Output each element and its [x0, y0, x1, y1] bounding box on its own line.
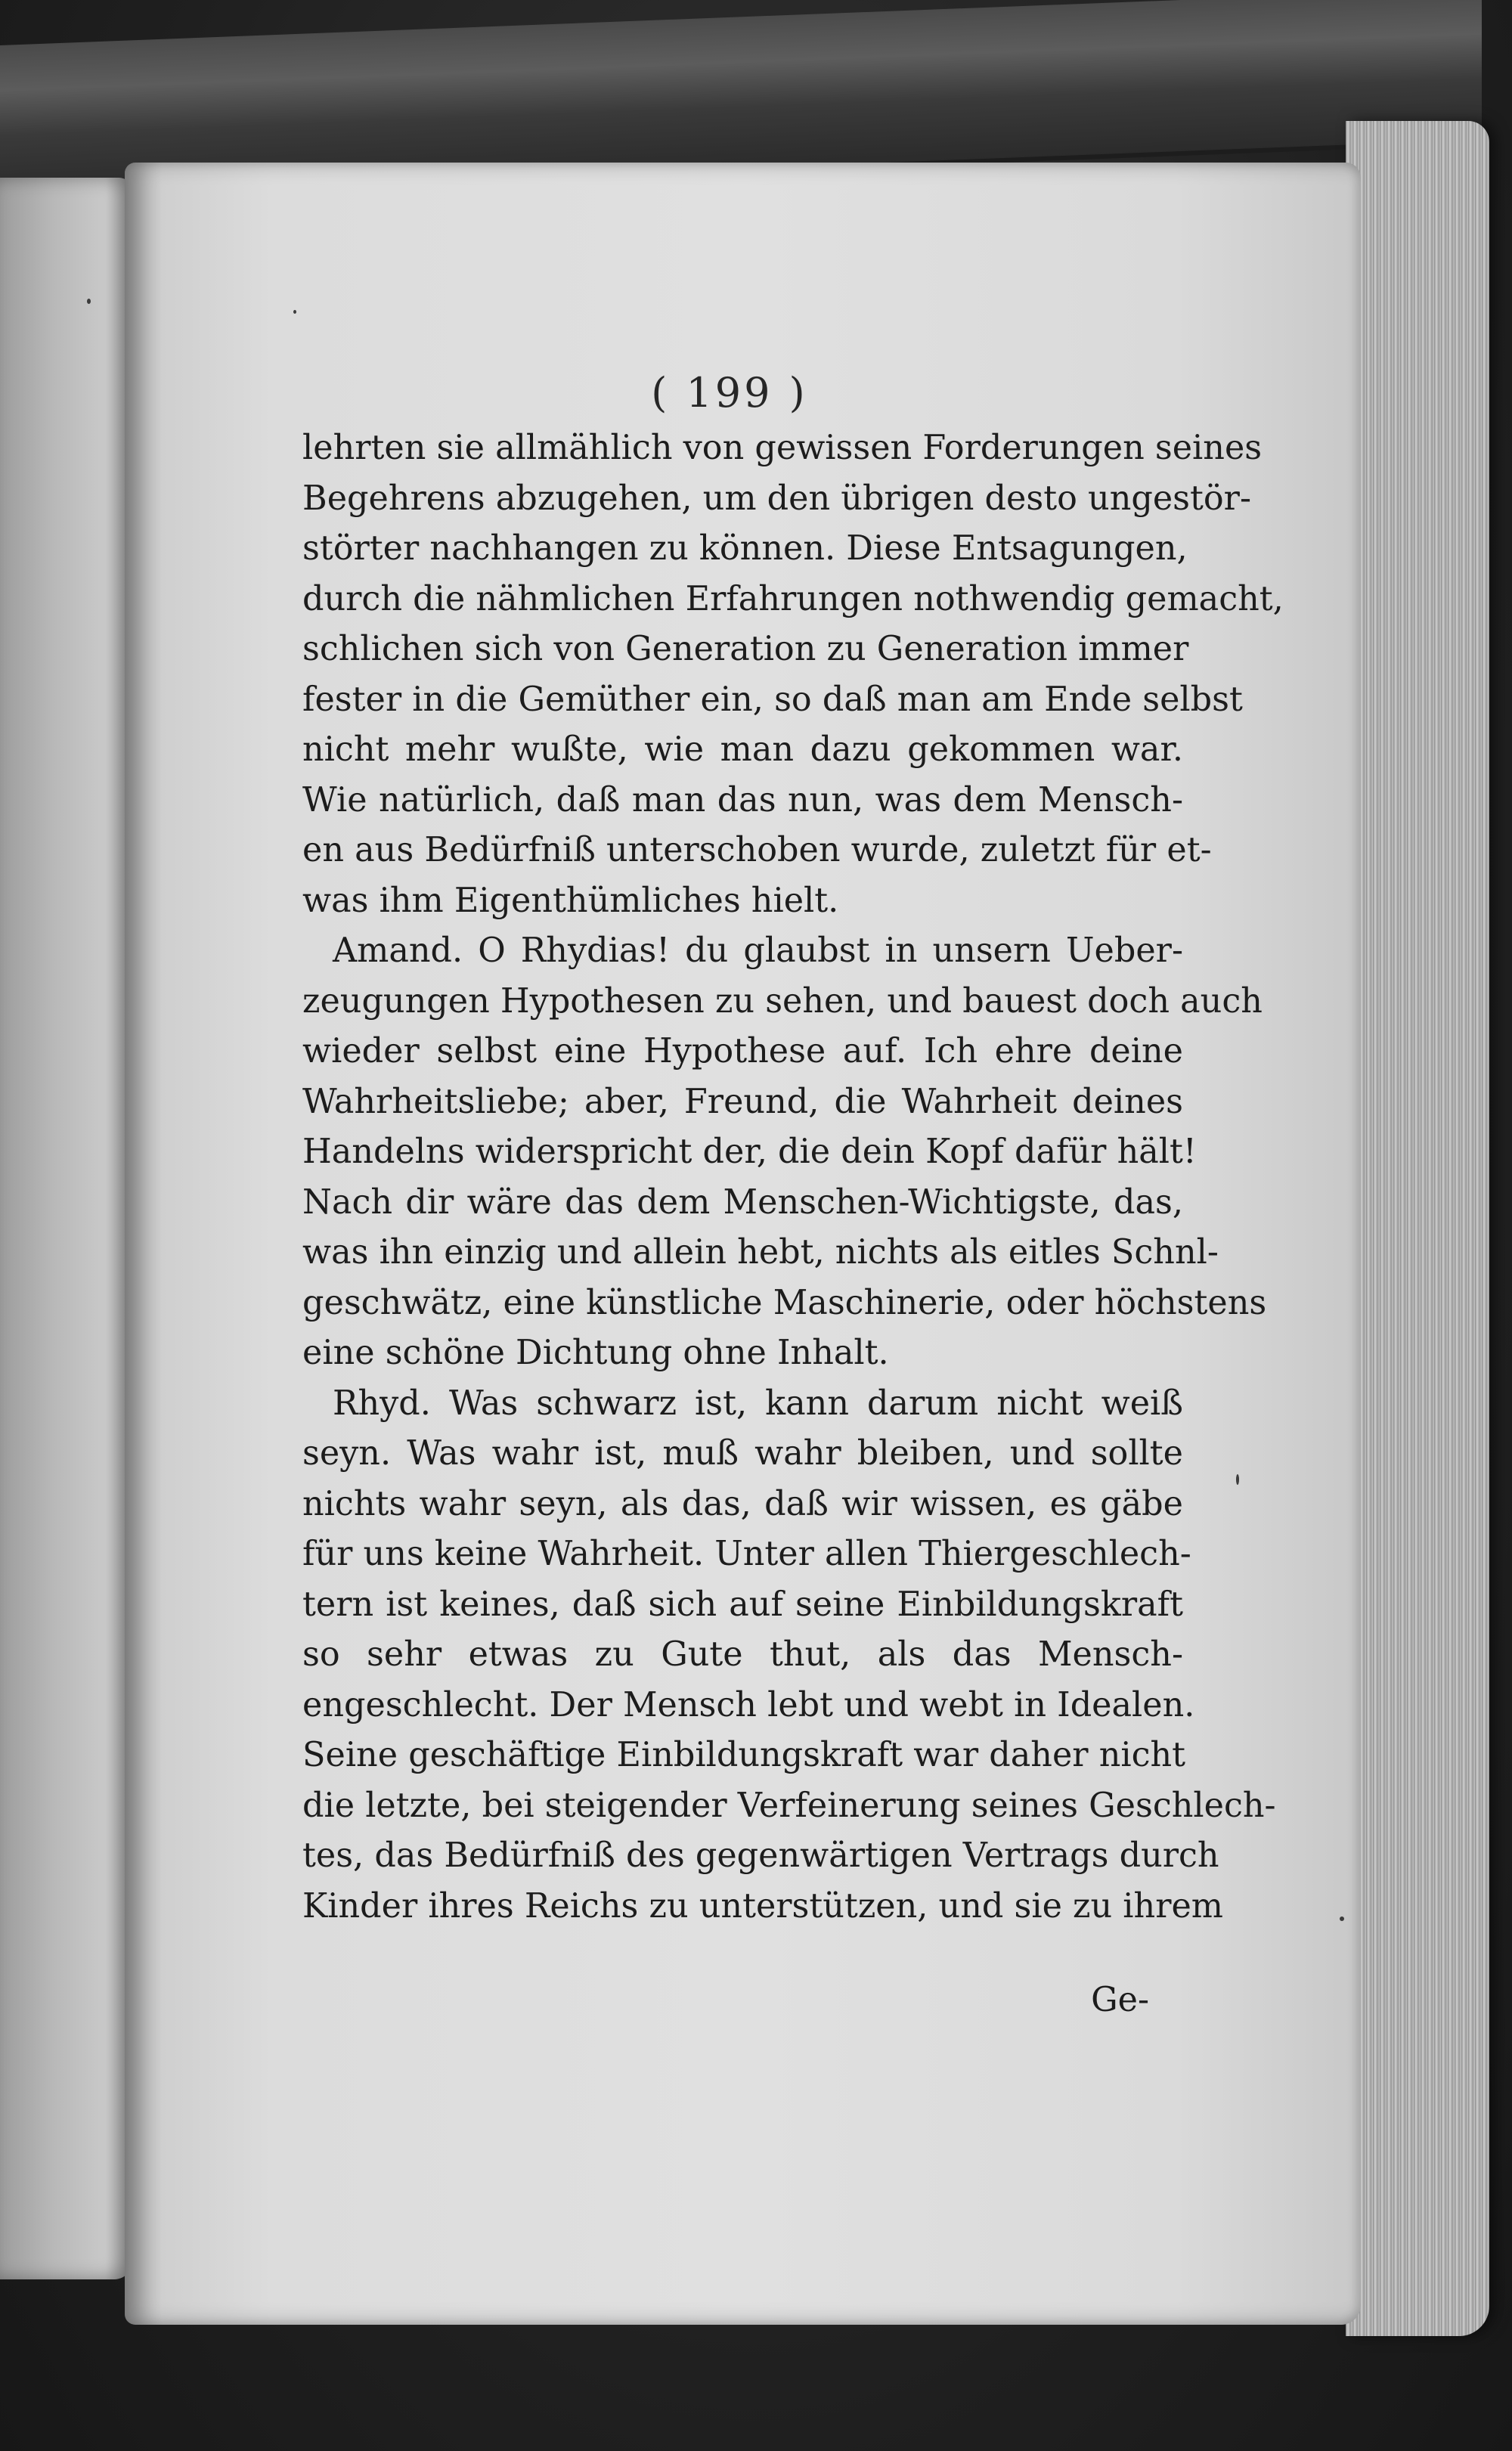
page-stack-edges [1346, 121, 1489, 2336]
text-line: seyn. Was wahr ist, muß wahr bleiben, und sollte [302, 1434, 1183, 1473]
text-line: was ihm Eigenthümliches hielt. [302, 881, 839, 920]
text-line: lehrten sie allmählich von gewissen Forderungen seines [302, 429, 1263, 467]
text-line: Wahrheitsliebe; aber, Freund, die Wahrheit deines [302, 1082, 1183, 1121]
text-line: Begehrens abzugehen, um den übrigen desto ungestör- [302, 479, 1251, 518]
text-line: engeschlecht. Der Mensch lebt und webt in Idealen. [302, 1685, 1195, 1724]
text-line: schlichen sich von Generation zu Generation immer [302, 630, 1189, 668]
text-line: Seine geschäftige Einbildungskraft war daher nicht [302, 1736, 1186, 1774]
text-line: en aus Bedürfniß unterschoben wurde, zuletzt für et- [302, 831, 1212, 869]
text-line: Wie natürlich, daß man das nun, was dem Mensch- [302, 780, 1183, 820]
paper-speck [1340, 1916, 1344, 1921]
paper-speck [87, 299, 91, 304]
page-text [302, 423, 1284, 1932]
text-line: tes, das Bedürfniß des gegenwärtigen Vertrags durch [302, 1836, 1219, 1875]
text-line: wieder selbst eine Hypothese auf. Ich ehre deine [302, 1032, 1183, 1071]
text-line: Kinder ihres Reichs zu unterstützen, und sie zu ihrem [302, 1886, 1223, 1926]
left-page-edge [0, 178, 132, 2279]
page-number: ( 199 ) [651, 369, 808, 417]
paper-speck [1236, 1474, 1239, 1485]
catchword: Ge- [1091, 1981, 1149, 2019]
text-line: für uns keine Wahrheit. Unter allen Thiergeschlech- [302, 1535, 1191, 1573]
text-line: geschwätz, eine künstliche Maschinerie, oder höchstens [302, 1283, 1267, 1322]
text-line: Amand. O Rhydias! du glaubst in unsern Ueber- [333, 931, 1183, 970]
text-line: Handelns widerspricht der, die dein Kopf dafür hält! [302, 1133, 1197, 1171]
text-line: die letzte, bei steigender Verfeinerung seines Geschlech- [302, 1786, 1276, 1825]
text-line: Rhyd. Was schwarz ist, kann darum nicht weiß [333, 1384, 1183, 1423]
paper-speck [293, 310, 296, 314]
text-line: was ihn einzig und allein hebt, nichts als eitles Schnl- [302, 1233, 1219, 1272]
text-line: durch die nähmlichen Erfahrungen nothwendig gemacht, [302, 579, 1284, 618]
text-line: fester in die Gemüther ein, so daß man am Ende selbst [302, 680, 1243, 719]
text-line: eine schöne Dichtung ohne Inhalt. [302, 1334, 889, 1372]
text-line: so sehr etwas zu Gute thut, als das Mensch- [302, 1635, 1183, 1674]
text-line: nicht mehr wußte, wie man dazu gekommen war. [302, 730, 1183, 769]
text-line: nichts wahr seyn, als das, daß wir wissen, es gäbe [302, 1484, 1183, 1523]
text-line: zeugungen Hypothesen zu sehen, und bauest doch auch [302, 981, 1263, 1021]
text-line: Nach dir wäre das dem Menschen-Wichtigste, das, [302, 1182, 1183, 1222]
text-line: tern ist keines, daß sich auf seine Einbildungskraft [302, 1585, 1183, 1624]
text-line: störter nachhangen zu können. Diese Entsagungen, [302, 529, 1188, 568]
